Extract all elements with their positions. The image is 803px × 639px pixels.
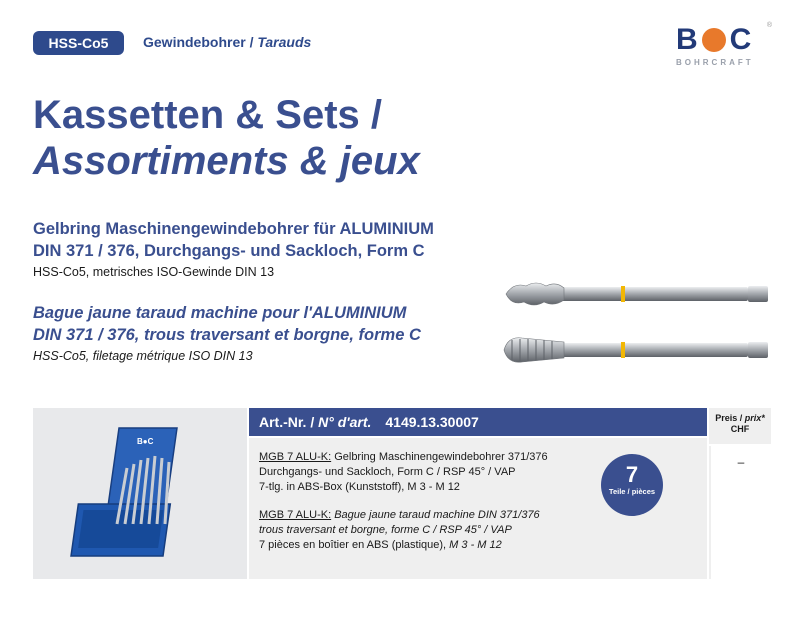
piece-count-badge (601, 454, 663, 516)
logo-subtitle: BOHRCRAFT (676, 58, 754, 67)
category-de: Gewindebohrer (143, 34, 246, 50)
page-title-de: Kassetten & Sets / (33, 93, 383, 137)
product-code-de: MGB 7 ALU-K: (259, 451, 332, 463)
case-logo-text: B●C (137, 437, 154, 446)
yellow-ring-icon (621, 286, 625, 302)
price-value: – (709, 446, 771, 579)
price-currency: CHF (730, 424, 750, 434)
piece-count-label: Teile / pièces (608, 487, 656, 496)
article-number: 4149.13.30007 (385, 414, 479, 430)
tap-illustration (500, 276, 775, 376)
intro-de-sub: HSS-Co5, metrisches ISO-Gewinde DIN 13 (33, 265, 275, 279)
intro-heading-fr (33, 302, 493, 346)
product-table (33, 408, 771, 579)
desc-fr-line3b: M 3 - M 12 (449, 539, 502, 551)
desc-fr-line1: Bague jaune taraud machine DIN 371/376 (331, 509, 540, 521)
brand-logo (676, 24, 772, 70)
tap-upper (506, 283, 768, 305)
intro-fr-line1: Bague jaune taraud machine pour l'ALUMINIUM (33, 304, 407, 322)
intro-heading-de (33, 218, 493, 262)
product-case-image (33, 408, 247, 579)
page-title-fr: Assortiments & jeux (33, 139, 420, 183)
price-head-de: Preis / (715, 413, 745, 423)
intro-de-line1: Gelbring Maschinengewindebohrer für ALUMINIUM (33, 220, 434, 238)
description-cell (249, 438, 707, 579)
registered-mark: ® (766, 22, 772, 29)
product-code-fr: MGB 7 ALU-K: (259, 509, 332, 521)
article-number-bar (249, 408, 707, 436)
page-title (33, 92, 420, 184)
product-image-cell (33, 408, 247, 579)
art-label-fr: N° d'art. (318, 414, 372, 430)
desc-de-line3: 7-tlg. in ABS-Box (Kunststoff), M 3 - M 12 (259, 481, 460, 493)
category-badge: HSS-Co5 (33, 31, 124, 55)
intro-de-line2: DIN 371 / 376, Durchgangs- und Sackloch, Form C (33, 242, 425, 260)
price-header (709, 408, 771, 444)
category-sep: / (245, 34, 258, 50)
description-de (259, 450, 599, 495)
logo-letters (676, 24, 772, 56)
logo-letter-b: B (676, 23, 698, 56)
desc-de-line1: Gelbring Maschinengewindebohrer 371/376 (331, 451, 548, 463)
desc-fr-line2: trous traversant et borgne, forme C / RSP 45° / VAP (259, 524, 512, 536)
logo-o-icon (702, 28, 726, 52)
logo-letter-c: C (729, 23, 752, 56)
art-label-de: Art.-Nr. / (259, 414, 319, 430)
piece-count: 7 (625, 462, 639, 487)
category-fr: Tarauds (257, 34, 312, 50)
price-head-fr: prix* (744, 413, 765, 423)
tap-lower (504, 338, 768, 363)
category-title (143, 34, 311, 50)
description-fr (259, 508, 599, 553)
desc-fr-line3a: 7 pièces en boîtier en ABS (plastique), (259, 539, 450, 551)
intro-fr-sub: HSS-Co5, filetage métrique ISO DIN 13 (33, 349, 253, 363)
intro-fr-line2: DIN 371 / 376, trous traversant et borgne, forme C (33, 326, 421, 344)
desc-de-line2: Durchgangs- und Sackloch, Form C / RSP 45° / VAP (259, 466, 516, 478)
